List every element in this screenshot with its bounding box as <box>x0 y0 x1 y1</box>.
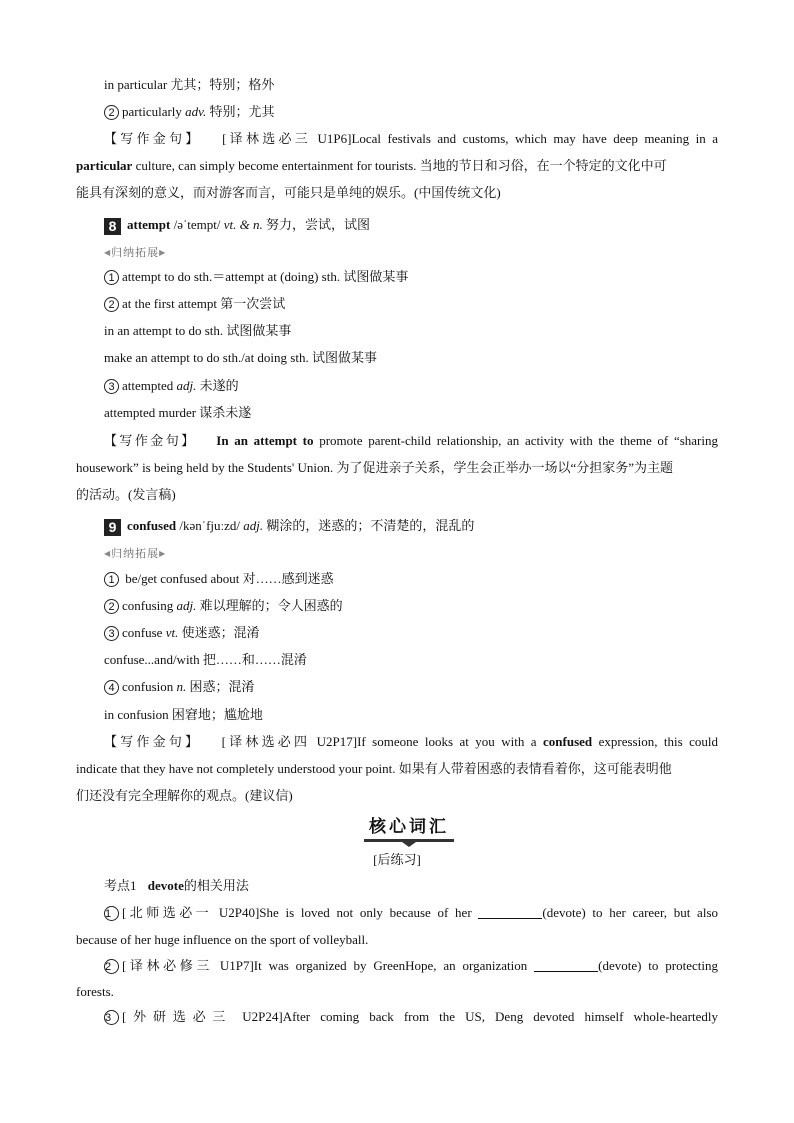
phonetic: /kənˈfjuːzd/ <box>179 518 241 533</box>
list-item: in an attempt to do sth. 试图做某事 <box>104 323 292 338</box>
circled-number: 2 <box>104 297 119 312</box>
headword: attempt <box>127 217 171 232</box>
bold-keyword: In an attempt to <box>216 433 314 448</box>
answer-blank[interactable] <box>534 959 598 972</box>
question-1-cont: because of her huge influence on the sport of volleyball. <box>76 932 369 947</box>
kaodian-heading: 考点1 devote的相关用法 <box>104 878 249 893</box>
list-item: confuse...and/with 把……和……混淆 <box>104 652 307 667</box>
writing-sentence-line: 【写作金句】 In an attempt to promote parent-child relationship, an activity with the theme of “sharing <box>76 432 718 450</box>
question-3: 3 [外研选必三 U2P24]After coming back from the US, Deng devoted himself whole-heartedly <box>105 1009 718 1024</box>
phrase-in-particular: in particular 尤其；特别；格外 <box>104 77 275 92</box>
list-item: 3 attempted adj. 未遂的 <box>104 377 718 395</box>
part-of-speech: vt. & n. <box>223 217 263 232</box>
question-2-cont: forests. <box>76 984 114 999</box>
list-item: 4 confusion n. 困惑；混淆 <box>104 678 718 696</box>
list-item: make an attempt to do sth./at doing sth. 试图做某事 <box>104 350 377 365</box>
meaning: 糊涂的，迷惑的；不清楚的，混乱的 <box>266 518 475 533</box>
list-item: 2 confusing adj. 难以理解的；令人困惑的 <box>104 597 718 615</box>
writing-sentence-line <box>76 130 718 148</box>
circled-number: 2 <box>104 959 119 974</box>
guina-label: ◀归纳拓展▶ <box>104 246 167 259</box>
sentence-text: culture, can simply become entertainment for tourists. 当地的节日和习俗，在一个特定的文化中可 <box>132 158 667 173</box>
circled-number: 1 <box>104 270 119 285</box>
word: particularly <box>122 104 182 119</box>
circled-number: 2 <box>104 105 119 120</box>
guina-label: ◀归纳拓展▶ <box>104 547 167 560</box>
triangle-right-icon: ▶ <box>159 248 167 257</box>
writing-tag: 【写作金句】 <box>104 734 202 749</box>
question-1: 1 [北师选必一 U2P40]She is loved not only because of her (devote) to her career, but also <box>105 905 718 920</box>
bold-keyword: confused <box>543 734 593 749</box>
writing-sentence-line <box>76 157 718 175</box>
circled-number: 3 <box>104 1010 119 1025</box>
triangle-right-icon: ▶ <box>159 549 167 558</box>
item-particularly <box>104 103 718 121</box>
writing-sentence-line: indicate that they have not completely understood your point. 如果有人带着困惑的表情看着你，这可能表明他 <box>76 761 672 776</box>
title-underline <box>364 839 454 842</box>
section-title-text: 核心词汇 <box>369 817 449 837</box>
writing-tag: 【写作金句】 <box>104 131 202 146</box>
part-of-speech: adj. <box>243 518 264 533</box>
entry-number-badge: 8 <box>104 218 121 235</box>
meaning: 特别；尤其 <box>209 104 275 119</box>
circled-number: 2 <box>104 599 119 614</box>
bold-keyword: particular <box>76 158 133 173</box>
circled-number: 3 <box>104 626 119 641</box>
writing-sentence-line: 的活动。(发言稿) <box>76 487 176 502</box>
phonetic: /əˈtempt/ <box>173 217 221 232</box>
sentence-text: [译林选必三 U1P6]Local festivals and customs, which may have deep meaning in a <box>222 131 718 146</box>
triangle-left-icon: ◀ <box>104 549 112 558</box>
circled-number: 1 <box>104 906 119 921</box>
triangle-left-icon: ◀ <box>104 248 112 257</box>
list-item: attempted murder 谋杀未遂 <box>104 405 252 420</box>
meaning: 努力，尝试，试图 <box>266 217 371 232</box>
section-title <box>362 812 456 842</box>
circled-number: 4 <box>104 680 119 695</box>
writing-sentence-line: 们还没有完全理解你的观点。(建议信) <box>76 788 293 803</box>
entry-heading-confused <box>104 517 718 536</box>
list-item: 1 be/get confused about 对……感到迷惑 <box>104 570 718 588</box>
list-item: 2 at the first attempt 第一次尝试 <box>104 295 718 313</box>
part-of-speech: adv. <box>185 104 207 119</box>
writing-sentence-line: 【写作金句】 [译林选必四 U2P17]If someone looks at you with a confused expression, this could <box>76 733 718 751</box>
headword: confused <box>127 518 177 533</box>
question-2: 2 [译林必修三 U1P7]It was organized by GreenHope, an organization (devote) to protecting <box>105 958 718 973</box>
circled-number: 3 <box>104 379 119 394</box>
entry-number-badge: 9 <box>104 519 121 536</box>
answer-blank[interactable] <box>478 906 542 919</box>
list-item: 3 confuse vt. 使迷惑；混淆 <box>104 624 718 642</box>
writing-tag: 【写作金句】 <box>104 433 197 448</box>
writing-sentence-line: housework” is being held by the Students' Union. 为了促进亲子关系，学生会正举办一场以“分担家务”为主题 <box>76 460 674 475</box>
entry-heading-attempt <box>104 216 718 235</box>
list-item: in confusion 困窘地；尴尬地 <box>104 707 263 722</box>
list-item: 1 attempt to do sth.＝attempt at (doing) sth. 试图做某事 <box>104 268 718 286</box>
writing-sentence-line: 能具有深刻的意义，而对游客而言，可能只是单纯的娱乐。(中国传统文化) <box>76 185 501 200</box>
circled-number: 1 <box>104 572 119 587</box>
section-subtitle: [后练习] <box>373 852 421 867</box>
